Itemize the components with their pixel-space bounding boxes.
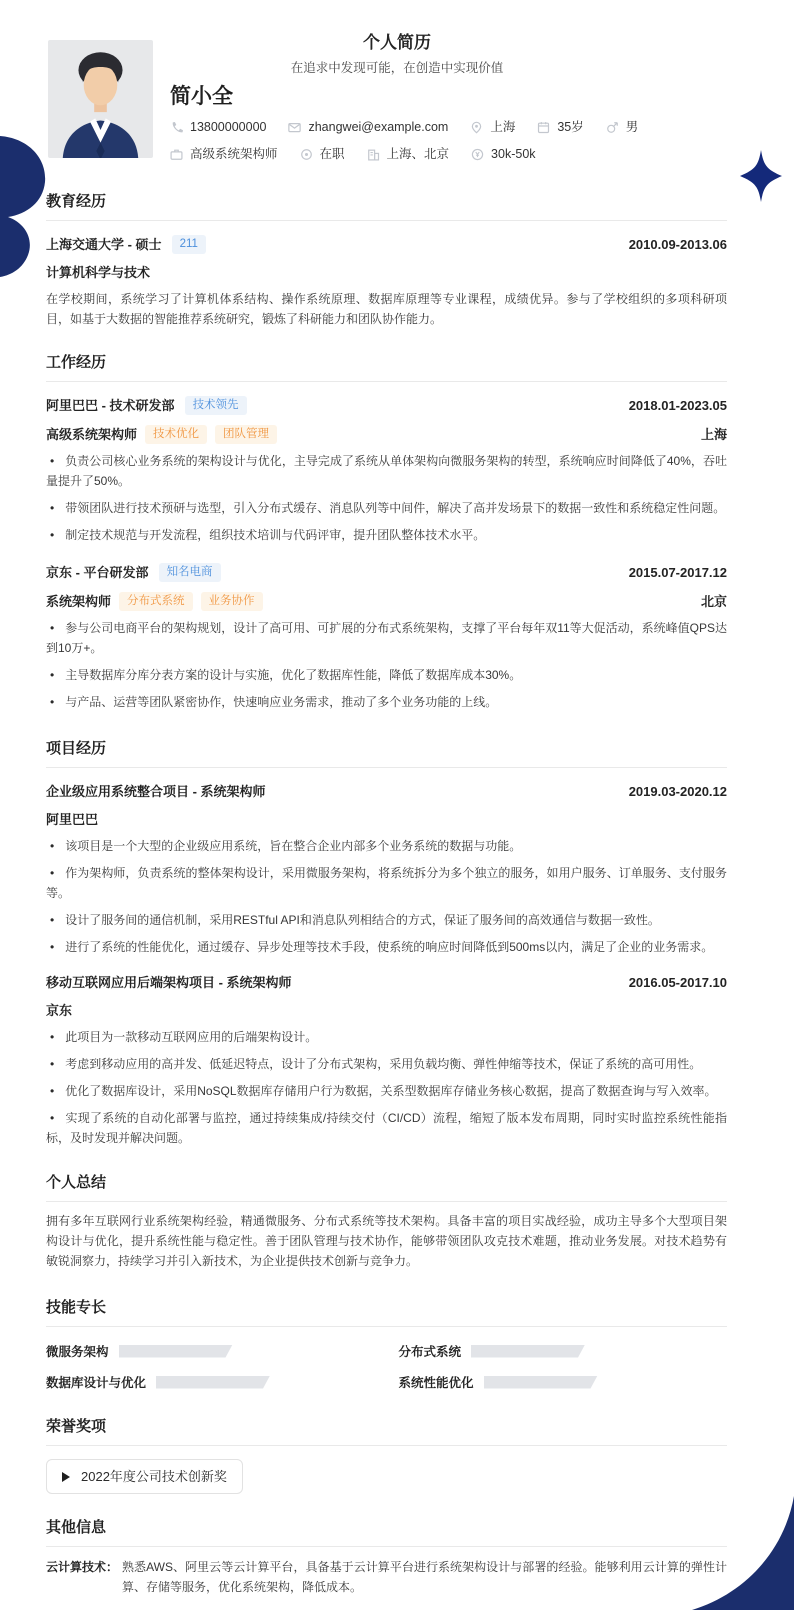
project-title-row xyxy=(46,782,727,801)
bullet-item: • 考虑到移动应用的高并发、低延迟特点，设计了分布式架构，采用负载均衡、弹性伸缩等技术，保证了系统的高可用性。 xyxy=(46,1054,727,1074)
target-cities-value: 上海、北京 xyxy=(386,147,450,161)
section-honors xyxy=(46,1418,727,1494)
work-bullets xyxy=(46,451,727,545)
section-heading-summary: 个人总结 xyxy=(46,1174,727,1202)
work-company-row xyxy=(46,396,727,415)
skill-item xyxy=(399,1373,728,1391)
phone-icon xyxy=(170,121,183,134)
project-date: 2016.05-2017.10 xyxy=(628,975,727,990)
skill-label: 系统性能优化 xyxy=(398,1376,474,1390)
bullet-item: • 作为架构师，负责系统的整体架构设计，采用微服务架构，将系统拆分为多个独立的服务，如用户服务、订单服务、支付服务等。 xyxy=(46,863,727,903)
project-bullets xyxy=(46,836,727,957)
skill-bar-track xyxy=(471,1345,585,1358)
company-name: 京东 - 平台研发部 xyxy=(46,565,149,580)
school-name: 上海交通大学 - 硕士 xyxy=(46,237,162,252)
work-role-row xyxy=(46,592,727,611)
project-company: 京东 xyxy=(46,1003,73,1018)
section-heading-work: 工作经历 xyxy=(46,354,727,382)
bullet-item: • 设计了服务间的通信机制，采用RESTful API和消息队列相结合的方式，保证了服务间的高效通信与数据一致性。 xyxy=(46,910,727,930)
email-item xyxy=(288,116,448,138)
other-info-label: 云计算技术： xyxy=(46,1560,119,1574)
skill-item xyxy=(399,1342,728,1360)
job-tag: 技术优化 xyxy=(145,425,207,444)
section-heading-education: 教育经历 xyxy=(46,193,727,221)
job-tag: 团队管理 xyxy=(215,425,277,444)
education-entry-row xyxy=(46,235,727,254)
work-location: 上海 xyxy=(700,427,727,442)
job-tag: 业务协作 xyxy=(201,592,263,611)
salary-item xyxy=(471,143,535,165)
skill-bar-track xyxy=(484,1376,598,1389)
person-name: 简小全 xyxy=(170,85,233,108)
award-title: 2022年度公司技术创新奖 xyxy=(81,1469,227,1484)
bullet-item: • 进行了系统的性能优化，通过缓存、异步处理等技术手段，使系统的响应时间降低到500ms以内，满足了企业的业务需求。 xyxy=(46,937,727,957)
salary-value: 30k-50k xyxy=(491,147,536,161)
education-date: 2010.09-2013.06 xyxy=(628,237,727,252)
age-item xyxy=(537,116,583,138)
city-item xyxy=(470,116,515,138)
section-other xyxy=(46,1519,727,1597)
skill-label: 分布式系统 xyxy=(398,1345,462,1359)
other-info-item xyxy=(46,1557,727,1597)
project-date: 2019.03-2020.12 xyxy=(628,784,727,799)
skill-bar-track xyxy=(119,1345,233,1358)
profile-photo xyxy=(48,40,153,158)
email-icon xyxy=(288,121,301,134)
job-tag: 分布式系统 xyxy=(119,592,193,611)
other-info-text: 熟悉AWS、阿里云等云计算平台，具备基于云计算平台进行系统架构设计与部署的经验。能够利用云计算的弹性计算、存储等服务，优化系统架构，降低成本。 xyxy=(122,1560,727,1594)
bullet-item: • 该项目是一个大型的企业级应用系统，旨在整合企业内部多个业务系统的数据与功能。 xyxy=(46,836,727,856)
section-heading-other: 其他信息 xyxy=(46,1519,727,1547)
work-entry xyxy=(46,563,727,712)
bullet-item: • 优化了数据库设计，采用NoSQL数据库存储用户行为数据，关系型数据库存储业务核心数据，提高了数据查询与写入效率。 xyxy=(46,1081,727,1101)
project-title: 企业级应用系统整合项目 - 系统架构师 xyxy=(46,784,266,799)
page-title: 个人简历 xyxy=(363,33,431,52)
expand-triangle-icon xyxy=(62,1472,70,1482)
education-major: 计算机科学与技术 xyxy=(46,265,151,280)
identity-block xyxy=(170,83,727,165)
bullet-item: • 带领团队进行技术预研与选型，引入分布式缓存、消息队列等中间件，解决了高并发场景下的数据一致性和系统稳定性问题。 xyxy=(46,498,727,518)
contact-row-1 xyxy=(170,116,727,138)
section-work xyxy=(46,354,727,712)
section-heading-projects: 项目经历 xyxy=(46,740,727,768)
target-cities-item xyxy=(367,143,450,165)
gender-item xyxy=(606,116,639,138)
email-value: zhangwei@example.com xyxy=(308,120,449,134)
bullet-item: • 此项目为一款移动互联网应用的后端架构设计。 xyxy=(46,1027,727,1047)
work-role-row xyxy=(46,425,727,444)
work-location: 北京 xyxy=(700,594,727,609)
project-company: 阿里巴巴 xyxy=(46,812,99,827)
work-date: 2015.07-2017.12 xyxy=(628,565,727,580)
section-heading-honors: 荣誉奖项 xyxy=(46,1418,727,1446)
education-description: 在学校期间，系统学习了计算机体系结构、操作系统原理、数据库原理等专业课程，成绩优异。参与了学校组织的多项科研项目，如基于大数据的智能推荐系统研究，锻炼了科研能力和团队协作能力。 xyxy=(46,292,727,326)
gender-icon xyxy=(606,121,619,134)
age-value: 35岁 xyxy=(557,120,584,134)
skill-item xyxy=(46,1373,375,1391)
bullet-item: • 主导数据库分库分表方案的设计与实施，优化了数据库性能，降低了数据库成本30%。 xyxy=(46,665,727,685)
location-icon xyxy=(470,121,483,134)
job-role: 系统架构师 xyxy=(46,594,112,609)
award-expand-box[interactable] xyxy=(46,1459,243,1494)
bullet-item: • 参与公司电商平台的架构规划，设计了高可用、可扩展的分布式系统架构，支撑了平台每年双11等大促活动，系统峰值QPS达到10万+。 xyxy=(46,618,727,658)
company-name: 阿里巴巴 - 技术研发部 xyxy=(46,398,175,413)
work-date: 2018.01-2023.05 xyxy=(628,398,727,413)
age-icon xyxy=(537,121,550,134)
skill-bar-track xyxy=(156,1376,270,1389)
bullet-item: • 实现了系统的自动化部署与监控，通过持续集成/持续交付（CI/CD）流程，缩短了版本发布周期，同时实时监控系统性能指标，及时发现并解决问题。 xyxy=(46,1108,727,1148)
bullet-item: • 制定技术规范与开发流程，组织技术培训与代码评审，提升团队整体技术水平。 xyxy=(46,525,727,545)
status-icon xyxy=(300,148,313,161)
resume-header xyxy=(46,33,727,165)
company-badge: 技术领先 xyxy=(185,396,247,415)
page-subtitle: 在追求中发现可能，在创造中实现价值 xyxy=(290,61,504,75)
project-title-row xyxy=(46,973,727,992)
status-item xyxy=(300,143,345,165)
section-projects xyxy=(46,740,727,1148)
section-education xyxy=(46,193,727,329)
project-bullets xyxy=(46,1027,727,1148)
phone-value: 13800000000 xyxy=(190,120,267,134)
skill-label: 微服务架构 xyxy=(46,1345,109,1359)
gender-value: 男 xyxy=(625,120,639,134)
status-value: 在职 xyxy=(319,147,345,161)
work-company-row xyxy=(46,563,727,582)
company-badge: 知名电商 xyxy=(159,563,221,582)
phone-item xyxy=(170,116,266,138)
work-entry xyxy=(46,396,727,545)
skill-item xyxy=(46,1342,375,1360)
section-summary xyxy=(46,1174,727,1271)
skills-grid xyxy=(46,1342,727,1391)
building-icon xyxy=(367,148,380,161)
position-item xyxy=(170,143,278,165)
bullet-item: • 负责公司核心业务系统的架构设计与优化，主导完成了系统从单体架构向微服务架构的转型，系统响应时间降低了40%，吞吐量提升了50%。 xyxy=(46,451,727,491)
briefcase-icon xyxy=(170,148,183,161)
contact-row-2 xyxy=(170,143,727,165)
section-skills xyxy=(46,1299,727,1391)
section-heading-skills: 技能专长 xyxy=(46,1299,727,1327)
city-value: 上海 xyxy=(490,120,516,134)
salary-icon xyxy=(471,148,484,161)
summary-text: 拥有多年互联网行业系统架构经验，精通微服务、分布式系统等技术架构。具备丰富的项目实战经验，成功主导多个大型项目架构设计与优化，提升系统性能与稳定性。善于团队管理与技术协作，能够带领团队攻克技术难题，推动业务发展。对技术趋势有敏锐洞察力，持续学习并引入新技术，为企业提供技术创新与竞争力。 xyxy=(46,1214,727,1268)
skill-label: 数据库设计与优化 xyxy=(46,1376,147,1390)
school-badge-211: 211 xyxy=(172,235,206,254)
project-entry xyxy=(46,973,727,1148)
position-value: 高级系统架构师 xyxy=(190,147,278,161)
job-role: 高级系统架构师 xyxy=(46,427,138,442)
bullet-item: • 与产品、运营等团队紧密协作，快速响应业务需求，推动了多个业务功能的上线。 xyxy=(46,692,727,712)
project-entry xyxy=(46,782,727,957)
project-title: 移动互联网应用后端架构项目 - 系统架构师 xyxy=(46,975,292,990)
work-bullets xyxy=(46,618,727,712)
